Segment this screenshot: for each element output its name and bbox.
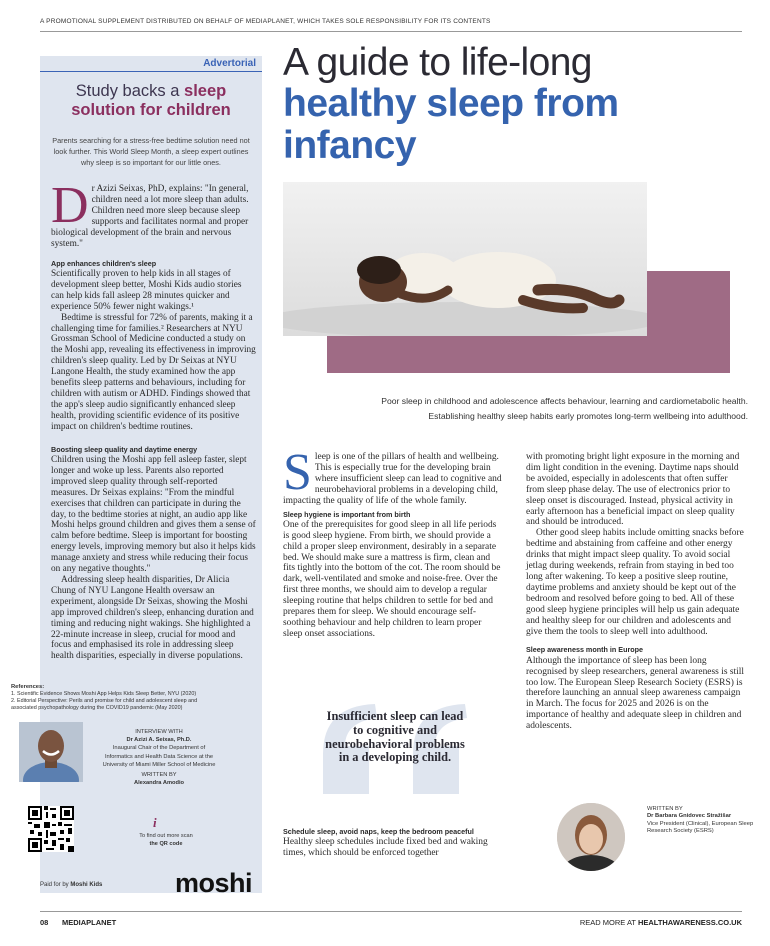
article-column-1-bottom <box>283 827 503 859</box>
sidebar-section-2 <box>51 445 256 662</box>
info-icon: i <box>153 815 157 830</box>
references-title: References: <box>11 684 45 690</box>
advertorial-tab <box>40 56 262 72</box>
top-disclaimer: A PROMOTIONAL SUPPLEMENT DISTRIBUTED ON BEHALF OF MEDIAPLANET, WHICH TAKES SOLE RESPONSIBILITY FOR ITS CONTENTS <box>40 18 491 25</box>
author-credit <box>647 806 757 836</box>
sidebar-title-plain: Study backs a <box>75 82 185 100</box>
read-more-link[interactable] <box>580 918 742 927</box>
sidebar-title <box>48 82 254 120</box>
read-more-label: READ MORE AT <box>579 918 638 927</box>
pull-quote: Insufficient sleep can lead to cognitive and neurobehavioral problems in a developing child. <box>325 709 465 765</box>
headline-line-3: infancy <box>283 124 417 167</box>
paid-by-label: Paid for by <box>40 882 69 888</box>
interviewee-photo <box>19 722 83 782</box>
author-photo <box>557 803 625 871</box>
paid-by <box>40 882 102 888</box>
sidebar-title-bold-2: solution for children <box>71 101 231 119</box>
sidebar-paragraph-4: Addressing sleep health disparities, Dr Alicia Chung of NYU Langone Health oversaw an experiment, alongside Dr Seixas, showing the Moshi app improved children's sleep, enhancing duration and timing and reducing night wakings. She highlighted a 22-minute increase in sleep, crucial for mood and focus and emphasised its role in addressing sleep health disparities, especially in diverse populations. <box>51 574 254 662</box>
article-paragraph-1: One of the prerequisites for good sleep in all life periods is good sleep hygiene. From birth, we should provide a child a proper sleep environment, desirably in a separate bed. We should make sure a mattress is firm, clean and fits tightly into the bottom of the cot. The room should be dark, well-ventilated and smoke and noise-free. Over the first three months, we should aim to develop a regular sleeping routine that helps children to settle for bed and prepares them for sleep. We should encourage self-soothing behaviour and help children to learn proper sleep onset associations. <box>283 519 501 639</box>
sidebar-section-1 <box>51 259 256 433</box>
sidebar-paragraph-2: Bedtime is stressful for 72% of parents, making it a challenging time for families.² Researchers at NYU Grossman School of Medicine conducted a study on the Moshi app, revealing its effectiveness in improving children's sleep quality. Led by Dr Seixas at NYU Langone Health, the study examined how the app benefits sleep patterns and behaviours, including for children with autism or ADHD. Findings showed that the app's sleep audio significantly enhanced sleep health, providing scientific evidence of its positive impact on children's bedtime routines. <box>51 312 256 432</box>
interviewee-name: Dr Azizi A. Seixas, Ph.D. <box>126 737 192 744</box>
article-heading-3: Sleep awareness month in Europe <box>526 645 644 655</box>
references <box>11 684 221 712</box>
qr-caption-bold: the QR code <box>149 840 183 847</box>
footer-brand: MEDIAPLANET <box>62 918 117 927</box>
qr-caption <box>110 833 222 848</box>
sidebar-intro: Parents searching for a stress-free bedtime solution need not look further. This World Sleep Month, a sleep expert outlines why sleep is so important for our little ones. <box>52 136 250 167</box>
headline <box>283 42 753 167</box>
headline-line-1: A guide to life-long <box>283 41 592 84</box>
sidebar-lead <box>51 177 256 249</box>
interview-with-label: INTERVIEW WITH <box>135 729 183 735</box>
sidebar-paragraph-3: Children using the Moshi app fell asleep faster, slept longer and woke up less. Parents also reported improved sleep quality through self-reported measures. Dr Seixas explains: "From the mindful exercises that children can participate in during the day, to the bedtime stories at night, an audio app like Moshi helps ground children and gives them a sense of calm before bedtime. Sleep is important for boosting energy levels, improving memory but also it helps kids manage anxiety and stress while reducing their focus on any negative thoughts." <box>51 455 256 575</box>
advertorial-label: Advertorial <box>203 58 256 69</box>
article-paragraph-5: Although the importance of sleep has been long recognised by sleep researchers, general awareness is still too low. The European Sleep Research Society (ESRS) is therefore launching an annual sleep awareness campaign in March. The focus for 2025 and 2026 is on the importance of healthy and adequate sleep in children and adolescents. <box>526 655 745 732</box>
headline-line-2: healthy sleep from <box>283 82 619 125</box>
top-divider <box>40 31 742 32</box>
reference-2: 2. Editorial Perspective: Perils and promise for child and adolescent sleep and associated psychopathology during the COVID19 pandemic (May 2020) <box>11 698 198 711</box>
photo-caption: Poor sleep in childhood and adolescence affects behaviour, learning and cardiometabolic health. Establishing healthy sleep habits early promotes long-term wellbeing into adulthood. <box>381 396 748 421</box>
article-paragraph-4: Other good sleep habits include omitting snacks before bedtime and abstaining from caffeine and other energy drinks that might impact sleep quality. To avoid social jetlag during weekends, refrain from staying in bed too long after wakening. To keep a positive sleep routine, daytime problems and anxiety should be kept out of the bedroom and resolved before going to bed. All of these good sleep hygiene principles will help us gain adequate and healthy sleep for our children and adolescents and give them the tools to sleep well into adulthood. <box>526 528 744 637</box>
article-paragraph-2: Healthy sleep schedules include fixed bed and waking times, which should be enforced together <box>283 837 488 859</box>
article-dropcap: S <box>283 444 312 501</box>
article-heading-1: Sleep hygiene is important from birth <box>283 509 411 519</box>
author-role: Vice President (Clinical), European Sleep Research Society (ESRS) <box>647 820 754 835</box>
sidebar-writer-name: Alexandra Amodio <box>133 780 185 787</box>
article-paragraph-3: with promoting bright light exposure in the morning and dim light condition in the evening. Daytime naps should be avoided, especially in adolescents that often suffer from sleep phase delay. The use of electronics prior to sleep onset is discouraged. Instead, physical activity in early afternoon has a beneficial impact on sleep quality and should be introduced. <box>526 452 740 528</box>
qr-code[interactable] <box>28 806 74 852</box>
author-name: Dr Barbara Gnidovec Stražišar <box>647 813 732 820</box>
interviewee-role: Inaugural Chair of the Department of Informatics and Health Data Science at the University of Miami Miller School of Medicine <box>102 745 216 768</box>
article-lead-text: leep is one of the pillars of health and wellbeing. This is especially true for the developing brain where insufficient sleep can lead to cognitive and neurobehavioral problems in a developing child, impacting the quality of life of the whole family. <box>283 452 502 506</box>
author-written-by-label: WRITTEN BY <box>647 806 683 812</box>
read-more-site[interactable]: HEALTHAWARENESS.CO.UK <box>637 918 742 927</box>
sidebar-heading-2: Boosting sleep quality and daytime energy <box>51 445 198 454</box>
sleeping-baby-photo <box>283 182 647 336</box>
sidebar-heading-1: App enhances children's sleep <box>51 259 157 268</box>
interview-credit <box>100 728 218 787</box>
article-heading-2: Schedule sleep, avoid naps, keep the bedroom peaceful <box>283 827 474 836</box>
sidebar-paragraph-1: Scientifically proven to help kids in all stages of development sleep better, Moshi Kids audio stories can help kids fall asleep 28 minutes quicker and experience 50% fewer night wakings.¹ <box>51 269 242 312</box>
article-lead <box>283 444 503 507</box>
qr-caption-text: To find out more scan <box>139 833 193 839</box>
article-column-2 <box>526 452 748 732</box>
article-column-1 <box>283 444 503 640</box>
reference-1: 1. Scientific Evidence Shows Moshi App Helps Kids Sleep Better, NYU (2020) <box>11 691 197 697</box>
sidebar-title-bold-1: sleep <box>184 82 227 100</box>
moshi-logo: moshi <box>175 868 253 898</box>
bottom-divider <box>40 911 742 912</box>
page-number: 08 <box>40 918 49 927</box>
sidebar-dropcap: D <box>51 177 89 234</box>
sidebar-lead-text: r Azizi Seixas, PhD, explains: "In general, children need a lot more sleep than adults. Children need more sleep because sleep supports and facilitates normal and proper biological development of the brain and nervous system." <box>51 184 249 249</box>
sidebar-written-by-label: WRITTEN BY <box>141 772 177 779</box>
paid-by-sponsor: Moshi Kids <box>70 882 103 888</box>
